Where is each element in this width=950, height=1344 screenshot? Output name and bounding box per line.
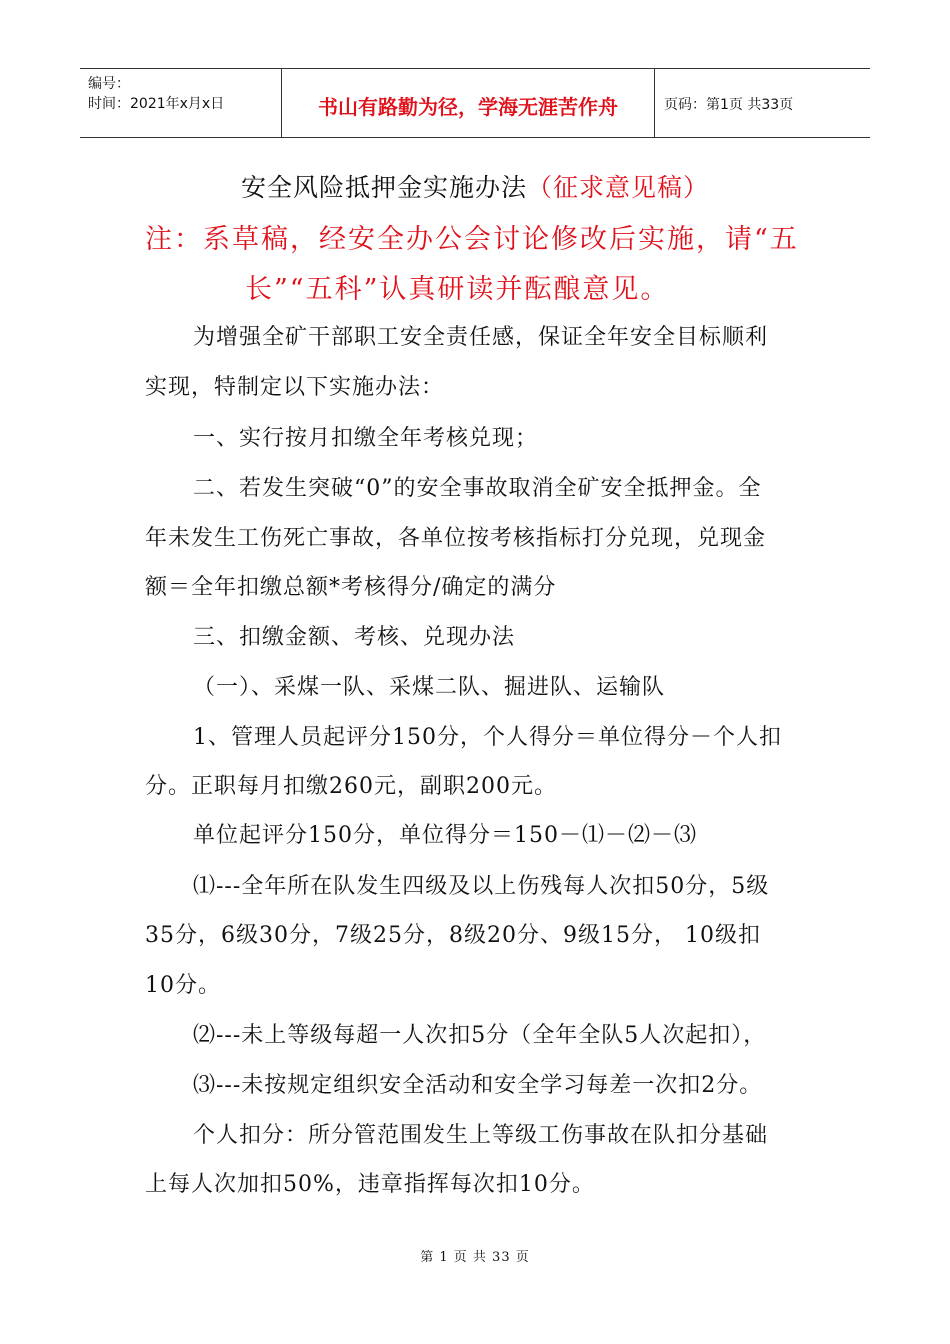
- rule-1-line-2: 分。正职每月扣缴260元，副职200元。: [145, 774, 557, 799]
- document-date: 时间：2021年x月x日: [88, 96, 225, 112]
- criterion-1-line-3: 10分。: [145, 973, 221, 998]
- header-page-cell: [655, 69, 870, 137]
- rule-1-line-1: 1、管理人员起评分150分，个人得分＝单位得分－个人扣: [193, 725, 782, 750]
- header-motto-cell: [282, 69, 655, 137]
- unit-score-formula: 单位起评分150分，单位得分＝150－⑴－⑵－⑶: [193, 823, 697, 848]
- section-2-line-1: 二、若发生突破“0”的安全事故取消全矿安全抵押金。全: [193, 476, 762, 501]
- document-title: [0, 168, 950, 204]
- criterion-2: ⑵---未上等级每超一人次扣5分（全年全队5人次起扣），: [193, 1023, 767, 1048]
- header-meta-cell: [80, 69, 282, 137]
- intro-paragraph-line-1: 为增强全矿干部职工安全责任感，保证全年安全目标顺利: [193, 325, 769, 350]
- criterion-1-line-2: 35分，6级30分，7级25分，8级20分、9级15分， 10级扣: [145, 923, 761, 948]
- section-2-line-3: 额＝全年扣缴总额*考核得分/确定的满分: [145, 575, 557, 600]
- section-3-heading: 三、扣缴金额、考核、兑现办法: [193, 625, 516, 650]
- intro-text-emphasis: 制定以下: [237, 375, 330, 400]
- intro-paragraph-line-2: [145, 370, 444, 401]
- intro-text-a: 实现，特: [145, 375, 238, 400]
- criterion-3: ⑶---未按规定组织安全活动和安全学习每差一次扣2分。: [193, 1073, 763, 1098]
- page-footer: 第 1 页 共 33 页: [420, 1250, 530, 1265]
- document-number-label: 编号：: [88, 76, 130, 92]
- document-header: [80, 68, 870, 138]
- intro-text-c: 实施办法：: [329, 375, 445, 400]
- subsection-1-heading: （一）、采煤一队、采煤二队、掘进队、运输队: [193, 675, 666, 700]
- header-page-info: 页码：第1页 共33页: [664, 97, 794, 113]
- title-main: 安全风险抵押金实施办法: [240, 173, 527, 202]
- title-draft-tag: （征求意见稿）: [527, 173, 710, 202]
- header-motto: 书山有路勤为径，学海无涯苦作舟: [318, 95, 618, 119]
- criterion-1-line-1: ⑴---全年所在队发生四级及以上伤残每人次扣50分，5级: [193, 874, 770, 899]
- section-1: 一、实行按月扣缴全年考核兑现；: [193, 426, 539, 451]
- draft-note-line-1: 注：系草稿，经安全办公会讨论修改后实施，请“五: [145, 224, 799, 255]
- personal-deduction-line-1: 个人扣分：所分管范围发生上等级工伤事故在队扣分基础: [193, 1123, 769, 1148]
- personal-deduction-line-2: 上每人次加扣50%，违章指挥每次扣10分。: [145, 1172, 595, 1197]
- draft-note-line-2: 长”“五科”认真研读并酝酿意见。: [245, 274, 670, 305]
- section-2-line-2: 年未发生工伤死亡事故，各单位按考核指标打分兑现，兑现金: [145, 526, 767, 551]
